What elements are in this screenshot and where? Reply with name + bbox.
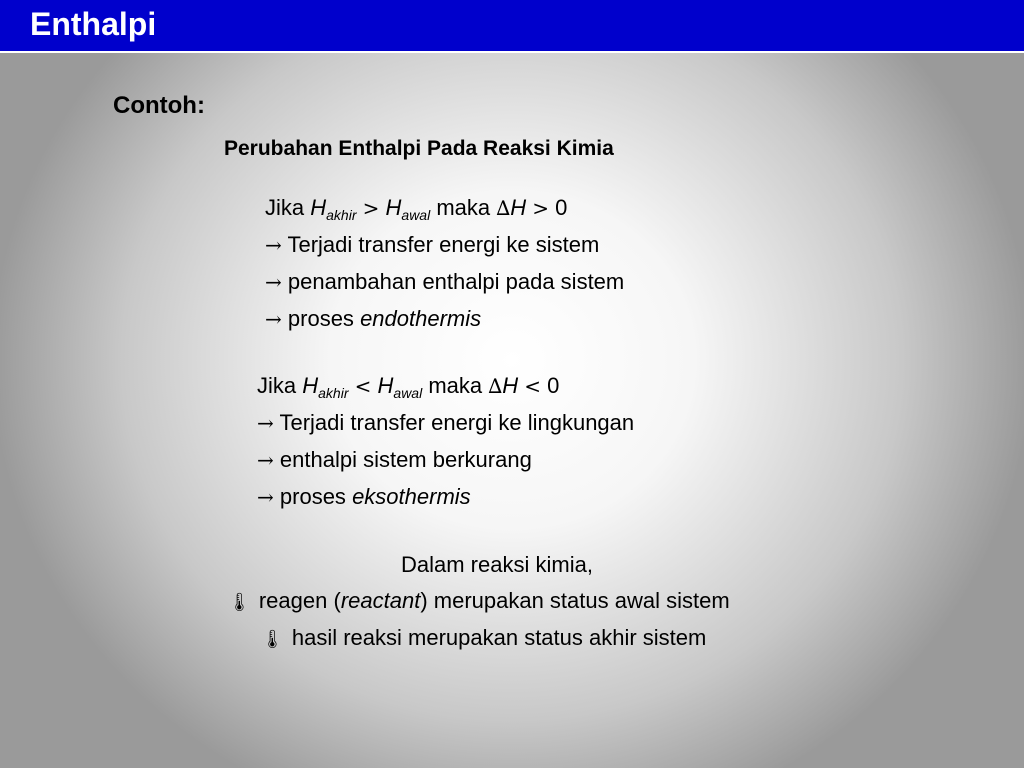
endo-arrow-line-1	[265, 232, 599, 258]
exo-arrow-line-2	[257, 447, 532, 473]
endo-maka: maka	[436, 195, 491, 220]
arrow-icon: →	[265, 270, 282, 294]
endo-delta: ∆	[496, 196, 511, 220]
endo-gt-zero: >	[532, 196, 549, 220]
slide-subtitle: Perubahan Enthalpi Pada Reaksi Kimia	[224, 137, 614, 160]
exo-arrow1-text: Terjadi transfer energi ke lingkungan	[279, 410, 635, 435]
contoh-label: Contoh:	[113, 92, 205, 119]
exo-condition	[257, 373, 559, 399]
arrow-icon: →	[257, 411, 274, 435]
exo-arrow3-italic: eksothermis	[352, 484, 471, 509]
endo-jika: Jika	[265, 195, 305, 220]
exo-awal-sub: awal	[393, 385, 423, 401]
exo-lt-zero: <	[524, 374, 541, 398]
reaksi-bullet1-before: reagen (	[258, 588, 341, 613]
exo-lt: <	[354, 374, 372, 398]
endo-arrow-line-2	[265, 269, 624, 295]
arrow-icon: →	[265, 307, 282, 331]
exo-arrow3-prefix: proses	[279, 484, 346, 509]
reaksi-bullet-2	[261, 625, 706, 651]
reaksi-intro: Dalam reaksi kimia,	[401, 552, 593, 577]
exo-h-awal: H	[377, 373, 394, 398]
endo-awal-sub: awal	[401, 207, 431, 223]
reaksi-bullet1-italic: reactant	[340, 588, 421, 613]
exo-zero: 0	[547, 373, 560, 398]
endo-h-akhir: H	[310, 195, 327, 220]
arrow-icon: →	[257, 448, 274, 472]
arrow-icon: →	[257, 485, 274, 509]
endo-akhir-sub: akhir	[326, 207, 357, 223]
exo-arrow2-text: enthalpi sistem berkurang	[279, 447, 532, 472]
exo-arrow-line-1	[257, 410, 634, 436]
title-bar	[0, 0, 1024, 53]
arrow-icon: →	[265, 233, 282, 257]
endo-gt: >	[362, 196, 380, 220]
exo-akhir-sub: akhir	[318, 385, 349, 401]
endo-arrow3-prefix: proses	[287, 306, 354, 331]
endo-arrow1-text: Terjadi transfer energi ke sistem	[287, 232, 600, 257]
exo-delta: ∆	[488, 374, 503, 398]
endo-zero: 0	[555, 195, 568, 220]
endo-arrow2-text: penambahan enthalpi pada sistem	[287, 269, 625, 294]
endo-h-awal: H	[385, 195, 402, 220]
exo-maka: maka	[428, 373, 483, 398]
endo-arrow-line-3	[265, 306, 481, 332]
reaksi-bullet1-after: ) merupakan status awal sistem	[420, 588, 730, 613]
thermometer-icon: 🌡	[261, 629, 284, 650]
endo-condition	[265, 195, 567, 221]
endo-arrow3-italic: endothermis	[360, 306, 482, 331]
thermometer-icon: 🌡	[228, 592, 251, 613]
exo-h-akhir: H	[302, 373, 319, 398]
exo-jika: Jika	[257, 373, 297, 398]
reaksi-bullet-1	[228, 588, 730, 614]
exo-delta-h: H	[502, 373, 519, 398]
exo-arrow-line-3	[257, 484, 471, 510]
endo-delta-h: H	[510, 195, 527, 220]
reaksi-bullet2-text: hasil reaksi merupakan status akhir sistem	[291, 625, 707, 650]
slide-title: Enthalpi	[30, 6, 157, 42]
